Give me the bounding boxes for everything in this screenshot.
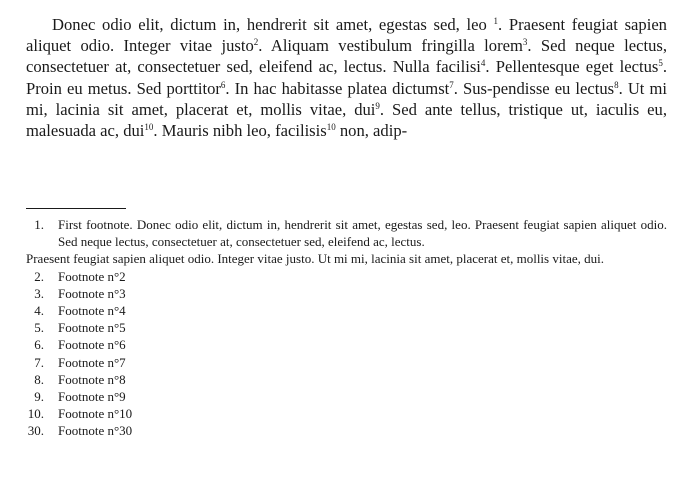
footnote-marker[interactable]: 9 bbox=[375, 100, 380, 111]
footnote-marker[interactable]: 7 bbox=[449, 79, 454, 90]
body-text-segment: non, adip- bbox=[335, 121, 408, 141]
footnote-continuation: Praesent feugiat sapien aliquet odio. Integer vitae justo. Ut mi mi, lacinia sit amet, placerat et, mollis vitae, dui. bbox=[26, 251, 604, 267]
footnote-item bbox=[26, 371, 667, 388]
footnote-list bbox=[26, 216, 667, 440]
body-text-segment: . Sed ante tellus, tristique ut, iaculis eu, malesuada ac, dui bbox=[26, 99, 667, 141]
footnote-number: 9. bbox=[34, 389, 44, 405]
footnote-marker[interactable]: 3 bbox=[522, 37, 528, 48]
footnote-item bbox=[26, 422, 667, 439]
footnote-marker[interactable]: 10 bbox=[144, 122, 154, 133]
footnote-separator-rule bbox=[26, 208, 126, 209]
body-text-segment: . Praesent feugiat sapien aliquet odio. Integer vitae justo bbox=[26, 15, 667, 56]
footnote-text: Footnote n°9 bbox=[58, 389, 126, 405]
footnote-item bbox=[26, 285, 667, 302]
footnote-item bbox=[26, 268, 667, 285]
footnote-marker[interactable]: 1 bbox=[493, 16, 499, 26]
footnote-number: 30. bbox=[27, 423, 44, 439]
footnote-text: Footnote n°7 bbox=[58, 354, 126, 370]
footnote-item bbox=[26, 388, 667, 405]
body-text-segment: . Aliquam vestibulum fringilla lorem bbox=[258, 36, 523, 56]
footnote-marker[interactable]: 5 bbox=[658, 58, 663, 69]
footnote-number: 2. bbox=[34, 268, 44, 284]
footnote-text: Footnote n°4 bbox=[58, 303, 126, 319]
footnote-item bbox=[26, 216, 667, 250]
body-text-segment: Donec odio elit, dictum in, hendrerit sit amet, egestas sed, leo bbox=[52, 15, 487, 34]
footnote-marker[interactable]: 2 bbox=[253, 37, 259, 48]
footnote-marker[interactable]: 10 bbox=[326, 122, 336, 133]
footnote-number: 1. bbox=[34, 217, 44, 232]
body-paragraph bbox=[26, 14, 667, 141]
document-page bbox=[26, 14, 667, 439]
footnote-text: Footnote n°6 bbox=[58, 337, 126, 353]
body-text-segment: . In hac habitasse platea dictumst bbox=[225, 78, 450, 98]
footnote-item bbox=[26, 354, 667, 371]
body-text-segment: . Proin eu metus. Sed porttitor bbox=[26, 57, 667, 98]
footnote-text: Footnote n°30 bbox=[58, 423, 133, 439]
footnote-text: Footnote n°5 bbox=[58, 320, 126, 336]
footnote-number: 5. bbox=[34, 320, 44, 336]
footnote-item bbox=[26, 302, 667, 319]
body-text-segment: . Pellentesque eget lectus bbox=[485, 57, 659, 77]
footnote-number: 6. bbox=[34, 337, 44, 353]
footnote-number: 3. bbox=[34, 285, 44, 301]
body-text-segment: . Sed neque lectus, consectetuer at, consectetuer sed, eleifend ac, lectus. Nulla facilisi bbox=[26, 36, 667, 77]
footnote-number: 7. bbox=[34, 354, 44, 370]
footnote-text: Footnote n°3 bbox=[58, 285, 126, 301]
footnote-item bbox=[26, 405, 667, 422]
body-text-segment: . Ut mi mi, lacinia sit amet, placerat et, mollis vitae, dui bbox=[26, 78, 667, 119]
body-text-segment: . Mauris nibh leo, facilisis bbox=[153, 121, 327, 141]
footnote-marker[interactable]: 6 bbox=[220, 79, 226, 90]
footnote-number: 4. bbox=[34, 303, 44, 319]
footnote-item bbox=[26, 336, 667, 353]
body-text-segment: . Sus-pendisse eu lectus bbox=[453, 78, 615, 98]
footnote-text: Footnote n°2 bbox=[58, 268, 126, 284]
footnote-text: Footnote n°10 bbox=[58, 406, 133, 422]
footnote-marker[interactable]: 8 bbox=[614, 79, 619, 90]
footnote-item bbox=[26, 319, 667, 336]
footnote-number: 10. bbox=[27, 406, 44, 422]
footnote-number: 8. bbox=[34, 371, 44, 387]
footnote-text: Footnote n°8 bbox=[58, 371, 126, 387]
footnote-marker[interactable]: 4 bbox=[480, 58, 486, 69]
footnote-text: First footnote. Donec odio elit, dictum in, hendrerit sit amet, egestas sed, leo. Praesent feugiat sapien aliquet odio. Sed neque lectus, consectetuer at, consectetuer sed, eleifend ac, lectus. bbox=[58, 217, 667, 250]
